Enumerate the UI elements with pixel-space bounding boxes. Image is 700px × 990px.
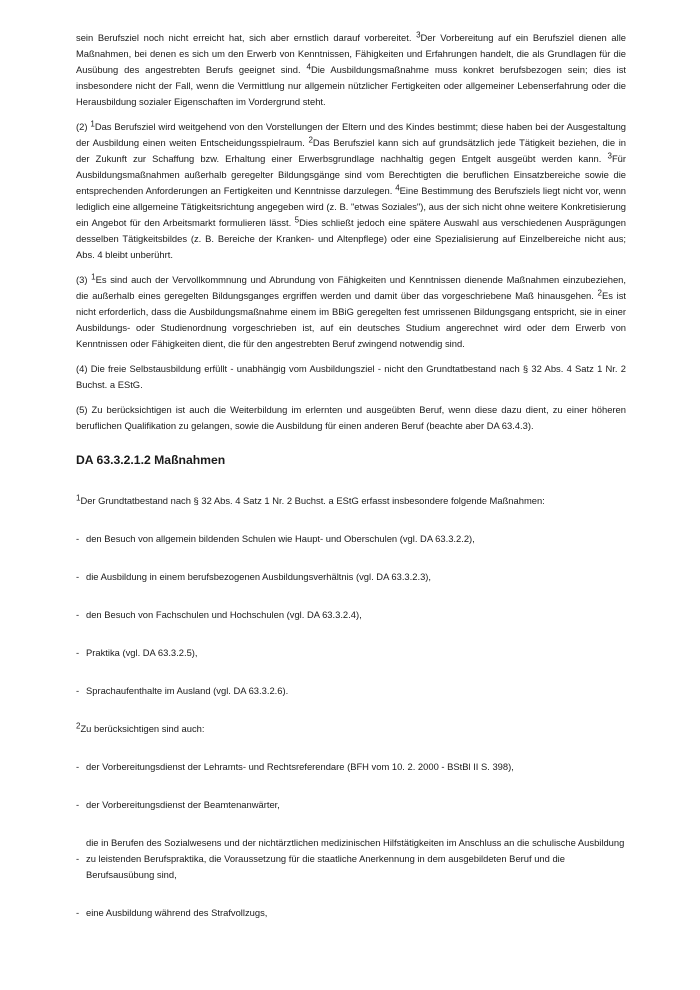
- bullet-dash: -: [76, 609, 80, 620]
- bullet-dash: -: [76, 761, 80, 772]
- list-item: [76, 835, 626, 883]
- paragraph-1-continuation: sein Berufsziel noch nicht erreicht hat, sich aber ernstlich darauf vorbereitet. $^3$Der Vorbereitung auf ein Berufsziel dienen alle Maßnahmen, bei denen es sich um den Erwerb von Kenntnissen, Fähigkeiten und Erfahrungen handelt, die als Grundlagen für die Ausübung des angestrebten Berufs geeignet sind. $^4$Die Ausbildungsmaßnahme muss konkret berufsbezogen sein; dies ist insbesondere nicht der Fall, wenn die Vermittlung nur allgemein nützlicher Fertigkeiten oder allgemeiner Lebenserfahrung oder die Herausbildung sozialer Eigenschaften im Vordergrund steht.: [76, 30, 626, 107]
- list-item: [76, 683, 626, 699]
- list-item-text: den Besuch von allgemein bildenden Schulen wie Haupt- und Oberschulen (vgl. DA 63.3.2.2),: [86, 533, 475, 544]
- list-item-text: Praktika (vgl. DA 63.3.2.5),: [86, 647, 198, 658]
- list-item: [76, 797, 626, 813]
- bullet-dash: -: [76, 907, 80, 918]
- list-item: [76, 759, 626, 775]
- list-item-text: der Vorbereitungsdienst der Beamtenanwärter,: [86, 799, 280, 810]
- list-item-text: die in Berufen des Sozialwesens und der nichtärztlichen medizinischen Hilfstätigkeiten im Anschluss an die schulische Ausbildung zu leistenden Berufspraktika, die Voraussetzung für die staatliche Anerkennung in dem ausgebildeten Beruf und die Berufsausübung sind,: [86, 837, 625, 880]
- list-item-text: der Vorbereitungsdienst der Lehramts- und Rechtsreferendare (BFH vom 10. 2. 2000 - BStBl II S. 398),: [86, 761, 514, 772]
- list-item: [76, 905, 626, 921]
- bullet-dash: -: [76, 571, 80, 582]
- list-item: [76, 645, 626, 661]
- bullet-dash: -: [76, 685, 80, 696]
- bullet-dash: -: [76, 647, 80, 658]
- paragraph-4: (4) Die freie Selbstausbildung erfüllt - unabhängig vom Ausbildungsziel - nicht den Grundtatbestand nach § 32 Abs. 4 Satz 1 Nr. 2 Buchst. a EStG.: [76, 363, 626, 390]
- paragraph-5: (5) Zu berücksichtigen ist auch die Weiterbildung im erlernten und ausgeübten Beruf, wenn diese dazu dient, zu einer höheren beruflichen Qualifikation zu gelangen, sowie die Ausbildung für einen anderen Beruf (beachte aber DA 63.4.3).: [76, 404, 626, 431]
- list-item: [76, 607, 626, 623]
- bullet-dash: -: [76, 853, 80, 864]
- intro-measures: $^1$Der Grundtatbestand nach § 32 Abs. 4 Satz 1 Nr. 2 Buchst. a EStG erfasst insbesondere folgende Maßnahmen:: [76, 493, 545, 506]
- list-item: [76, 569, 626, 585]
- list-item-text: den Besuch von Fachschulen und Hochschulen (vgl. DA 63.3.2.4),: [86, 609, 362, 620]
- paragraph-2: (2) $^1$Das Berufsziel wird weitgehend von den Vorstellungen der Eltern und des Kindes bestimmt; diese haben bei der Ausgestaltung der Ausbildung einen weiten Entscheidungsspielraum. $^2$Das Berufsziel kann sich auf grundsätzlich jede Tätigkeit beziehen, die in der Zukunft zur Schaffung bzw. Erhaltung einer Erwerbsgrundlage nachhaltig gegen Entgelt ausgeübt werden kann. $^3$Für Ausbildungsmaßnahmen außerhalb geregelter Bildungsgänge sind vom Berechtigten die beruflichen Einsatzbereiche sowie die entsprechenden Anforderungen an Fertigkeiten und Kenntnisse darzulegen. $^4$Eine Bestimmung des Berufsziels liegt nicht vor, wenn lediglich eine allgemeine Tätigkeitsrichtung angegeben wird (z. B. "etwas Soziales"), aus der sich nicht ohne weitere Konkretisierung ein Angebot für den Arbeitsmarkt formulieren lässt. $^5$Dies schließt jedoch eine spätere Auswahl aus verschiedenen Ausprägungen desselben Tätigkeitsbildes (z. B. Bereiche der Kranken- und Altenpflege) oder eine Spezialisierung auf Einzelbereiche nicht aus; Abs. 4 bleibt unberührt.: [76, 119, 627, 260]
- list-item-text: Sprachaufenthalte im Ausland (vgl. DA 63.3.2.6).: [86, 685, 289, 696]
- bullet-dash: -: [76, 533, 80, 544]
- bullet-dash: -: [76, 799, 80, 810]
- paragraph-3: (3) $^1$Es sind auch der Vervollkommnung und Abrundung von Fähigkeiten und Kenntnissen dienende Maßnahmen einzubeziehen, die außerhalb eines geregelten Bildungsganges ergriffen werden und damit über das vorgeschriebene Maß hinausgehen. $^2$Es ist nicht erforderlich, dass die Ausbildungsmaßnahme einem im BBiG geregelten fest umrissenen Bildungsgang entspricht, sie in einer Ausbildungs- oder Studienordnung vorgeschrieben ist, auf ein deutsches Studium angerechnet wird oder dem Erwerb von Kenntnissen oder Fähigkeiten dient, die für den angestrebten Beruf zwingend notwendig sind.: [76, 272, 627, 349]
- section-heading: DA 63.3.2.1.2 Maßnahmen: [76, 453, 226, 467]
- list-item-text: eine Ausbildung während des Strafvollzugs,: [86, 907, 268, 918]
- intro-also-considered: $^2$Zu berücksichtigen sind auch:: [76, 721, 205, 734]
- list-item-text: die Ausbildung in einem berufsbezogenen Ausbildungsverhältnis (vgl. DA 63.3.2.3),: [86, 571, 432, 582]
- document-page: [76, 30, 626, 921]
- list-item: [76, 531, 626, 547]
